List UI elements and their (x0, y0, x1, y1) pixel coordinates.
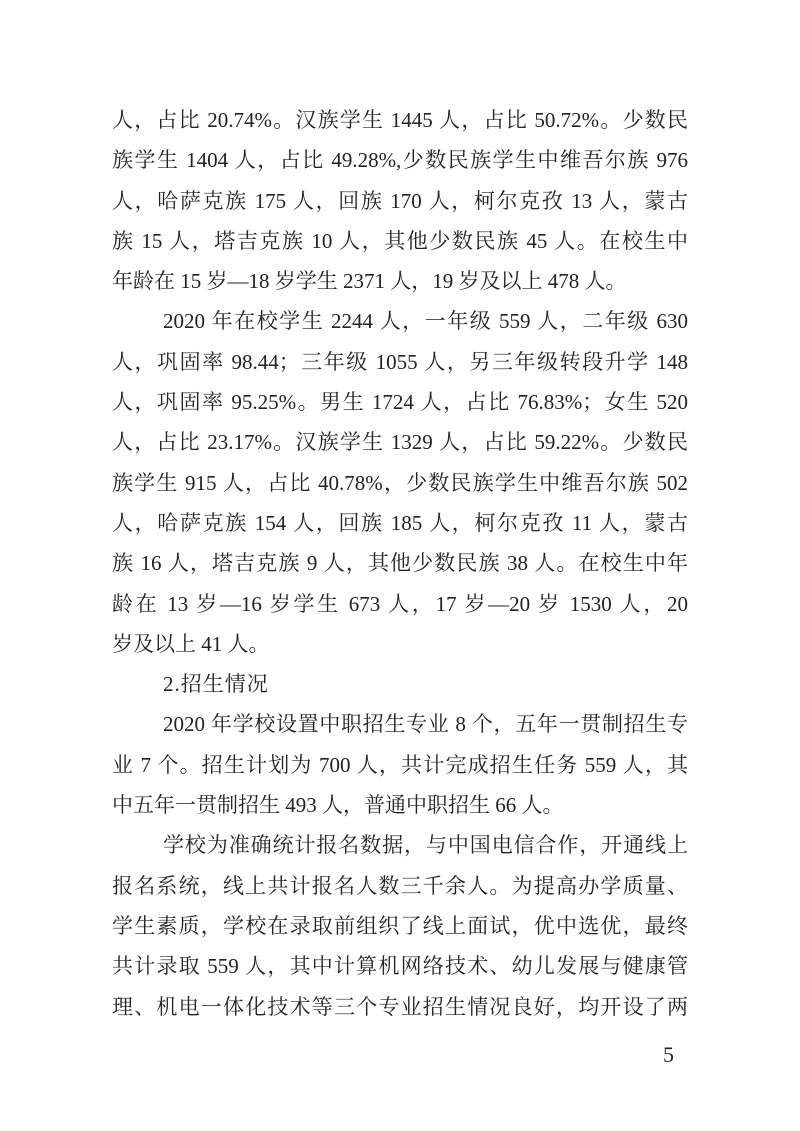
text-line: 人，占比 20.74%。汉族学生 1445 人，占比 50.72%。少数民 (112, 108, 688, 132)
text-line: 年龄在 15 岁—18 岁学生 2371 人，19 岁及以上 478 人。 (112, 269, 627, 294)
text-line: 共计录取 559 人，其中计算机网络技术、幼儿发展与健康管 (112, 954, 688, 979)
document-body (112, 100, 688, 1027)
text-line: 人，哈萨克族 154 人，回族 185 人，柯尔克孜 11 人，蒙古 (112, 510, 688, 535)
text-line: 人，哈萨克族 175 人，回族 170 人，柯尔克孜 13 人，蒙古 (112, 188, 688, 213)
text-line: 理、机电一体化技术等三个专业招生情况良好，均开设了两 (112, 994, 688, 1019)
text-line: 中五年一贯制招生 493 人，普通中职招生 66 人。 (112, 793, 564, 818)
text-line: 业 7 个。招生计划为 700 人，共计完成招生任务 559 人，其 (112, 752, 688, 777)
text-line: 族 16 人，塔吉克族 9 人，其他少数民族 38 人。在校生中年 (112, 551, 688, 576)
page-number: 5 (663, 1042, 674, 1067)
text-line: 2020 年学校设置中职招生专业 8 个，五年一贯制招生专 (163, 712, 688, 737)
text-line: 学校为准确统计报名数据，与中国电信合作，开通线上 (163, 833, 688, 858)
text-line: 人，巩固率 98.44；三年级 1055 人，另三年级转段升学 148 (112, 349, 688, 374)
text-line: 报名系统，线上共计报名人数三千余人。为提高办学质量、 (112, 873, 688, 898)
text-line: 族学生 1404 人，占比 49.28%,少数民族学生中维吾尔族 976 (112, 148, 688, 173)
text-line: 族 15 人，塔吉克族 10 人，其他少数民族 45 人。在校生中 (112, 228, 688, 253)
section-heading: 2.招生情况 (163, 672, 269, 697)
text-line: 人，巩固率 95.25%。男生 1724 人，占比 76.83%；女生 520 (112, 390, 688, 415)
text-line: 人，占比 23.17%。汉族学生 1329 人，占比 59.22%。少数民 (112, 430, 688, 455)
text-line: 学生素质，学校在录取前组织了线上面试，优中选优，最终 (112, 913, 688, 938)
text-line: 龄在 13 岁—16 岁学生 673 人，17 岁—20 岁 1530 人，20 (112, 591, 688, 616)
text-line: 2020 年在校学生 2244 人，一年级 559 人，二年级 630 (163, 309, 688, 334)
text-line: 族学生 915 人，占比 40.78%，少数民族学生中维吾尔族 502 (112, 470, 688, 495)
text-line: 岁及以上 41 人。 (112, 631, 270, 656)
